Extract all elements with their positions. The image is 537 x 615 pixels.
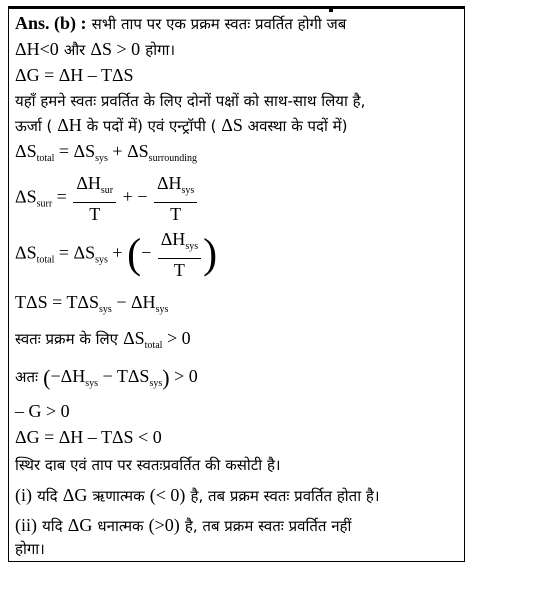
condition-dh: ΔH<0 bbox=[15, 39, 59, 59]
entropy-ds: ΔS bbox=[221, 115, 243, 135]
spontaneous-condition: स्वतः प्रक्रम के लिए $\Delta S_{total} > 0$ bbox=[15, 328, 191, 351]
surrounding-entropy-equation: $\Delta S_{surr}$ = $\frac{\Delta H_{sur}}{T}$ + − $\frac{\Delta H_{sys}}{T}$ bbox=[15, 173, 199, 224]
case-ii-continued: होगा। bbox=[15, 540, 45, 558]
explanation-line-1: यहाँ हमने स्वतः प्रवर्तित के लिए दोनों पक्षों को साथ-साथ लिया है, bbox=[15, 92, 366, 110]
explanation-line-2 bbox=[15, 115, 347, 136]
total-entropy-equation: $\Delta S_{total} = \Delta S_{sys} + \Delta S_{surrounding}$ bbox=[15, 141, 198, 164]
top-border bbox=[9, 7, 464, 9]
case-i: (i) यदि ΔG ऋणात्मक (< 0) है, तब प्रक्रम स्वतः प्रवर्तित होता है। bbox=[15, 485, 380, 505]
therefore-condition: अतः $(-\Delta H_{sys} - T\Delta S_{sys}) > 0$ bbox=[15, 364, 198, 390]
condition-ds: ΔS > 0 bbox=[90, 39, 141, 59]
line1-text: सभी ताप पर एक प्रक्रम स्वतः प्रवर्तित होगी जब bbox=[91, 15, 347, 33]
case-ii: (ii) यदि ΔG धनात्मक (>0) है, तब प्रक्रम स्वतः प्रवर्तित नहीं bbox=[15, 515, 352, 535]
answer-box bbox=[8, 6, 465, 562]
answer-line-2 bbox=[15, 39, 175, 60]
condition-hoga: होगा। bbox=[145, 41, 176, 59]
fraction-dh-sys: $\frac{\Delta H_{sys}}{T}$ bbox=[154, 173, 197, 224]
minus-g-condition: – G > 0 bbox=[15, 401, 70, 421]
entropy-text: के पदों में) एवं एन्ट्रॉपी ( bbox=[86, 117, 217, 135]
gibbs-equation: ΔG = ΔH – TΔS bbox=[15, 65, 134, 85]
state-text: अवस्था के पदों में) bbox=[247, 117, 348, 135]
gibbs-inequality: ΔG = ΔH – TΔS < 0 bbox=[15, 427, 162, 447]
answer-label: Ans. (b) : bbox=[15, 13, 87, 33]
fraction-dh-sys-2: $\frac{\Delta H_{sys}}{T}$ bbox=[158, 229, 201, 280]
energy-text: ऊर्जा ( bbox=[15, 117, 53, 135]
energy-dh: ΔH bbox=[57, 115, 82, 135]
total-entropy-substituted: $\Delta S_{total} = \Delta S_{sys}$ + (− $\frac{\Delta H_{sys}}{T}$ ) bbox=[15, 229, 218, 280]
condition-and: और bbox=[63, 41, 86, 59]
top-tick bbox=[329, 7, 333, 12]
t-delta-s-equation: $T\Delta S = T\Delta S_{sys} - \Delta H_{sys}$ bbox=[15, 292, 169, 315]
fraction-dh-sur: $\frac{\Delta H_{sur}}{T}$ bbox=[73, 173, 116, 224]
criterion-statement: स्थिर दाब एवं ताप पर स्वतःप्रवर्तित की कसोटी है। bbox=[15, 456, 281, 474]
answer-line-1 bbox=[15, 13, 346, 34]
